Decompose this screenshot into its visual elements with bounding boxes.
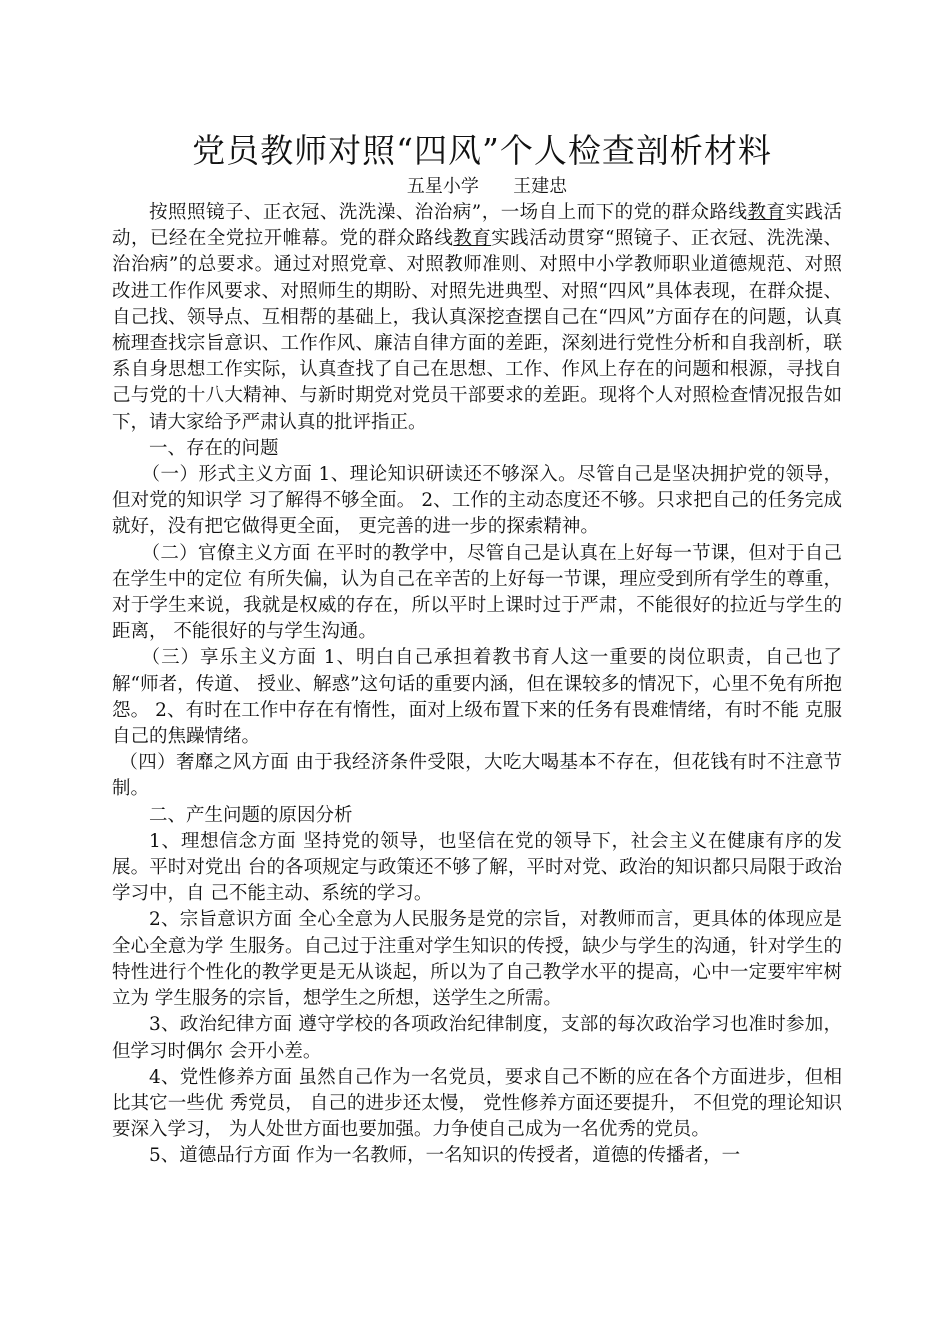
link-education-1[interactable]: 教育 (747, 202, 786, 223)
section-1-bureaucratism: （二）官僚主义方面 在平时的教学中，尽管自己是认真在上好每一节课，但对于自己在学生中的定位 有所失偏，认为自己在辛苦的上好每一节课，理应受到所有学生的尊重，对于学生来说，我就是权威的存在，所以平时上课时过于严肃，不能很好的拉近与学生的距离， 不能很好的与学生沟通。 (112, 542, 842, 643)
link-education-2[interactable]: 教育 (453, 228, 492, 250)
intro-text-2: 实践活动，已经在全党拉开帷幕。党的群众路线 (112, 202, 842, 250)
section-1-extravagance: （四）奢靡之风方面 由于我经济条件受限，大吃大喝基本不存在，但花钱有时不注意节制。 (112, 752, 842, 800)
section-2-heading: 二、产生问题的原因分析 (149, 804, 353, 826)
intro-text-3: 实践活动贯穿“照镜子、正衣冠、洗洗澡、治治病”的总要求。通过对照党章、对照教师准则、对照中小学教师职业道德规范、对照改进工作作风要求、对照师生的期盼、对照先进典型、对照“四风”具体表现，在群众提、自己找、领导点、互相帮的基础上，我认真深挖查摆自己在“四风”方面存在的问题，认真梳理查找宗旨意识、工作作风、廉洁自律方面的差距，深刻进行党性分析和自我剖析，联系自身思想工作实际，认真查找了自己在思想、工作、作风上存在的问题和根源，寻找自己与党的十八大精神、与新时期党对党员干部要求的差距。现将个人对照检查情况报告如下，请大家给予严肃认真的批评指正。 (112, 228, 842, 433)
document-page (112, 128, 842, 1170)
section-2-purpose: 2、宗旨意识方面 全心全意为人民服务是党的宗旨，对教师而言，更具体的体现应是全心全意为学 生服务。自己过于注重对学生知识的传授，缺少与学生的沟通，针对学生的特性进行个性化的教学更是无从谈起，所以为了自己教学水平的提高，心中一定要牢牢树立为 学生服务的宗旨，想学生之所想，送学生之所需。 (112, 909, 842, 1010)
section-1-formalism: （一）形式主义方面 1、理论知识研读还不够深入。尽管自己是坚决拥护党的领导，但对党的知识学 习了解得不够全面。 2、工作的主动态度还不够。只求把自己的任务完成就好，没有把它做得更全面， 更完善的进一步的探索精神。 (112, 464, 842, 538)
author-line: 五星小学 王建忠 (406, 176, 568, 197)
section-1-hedonism: （三）享乐主义方面 1、明白自己承担着教书育人这一重要的岗位职责，自己也了解“师者，传道、 授业、解惑”这句话的重要内涵，但在课较多的情况下，心里不免有所抱怨。 2、有时在工作中存在有惰性，面对上级布置下来的任务有畏难情绪，有时不能 克服自己的焦躁情绪。 (112, 647, 842, 748)
section-2-discipline: 3、政治纪律方面 遵守学校的各项政治纪律制度，支部的每次政治学习也准时参加，但学习时偶尔 会开小差。 (112, 1014, 842, 1062)
intro-text-1: 按照照镜子、正衣冠、洗洗澡、治治病”，一场自上而下的党的群众路线 (149, 202, 748, 223)
section-2-morality: 5、道德品行方面 作为一名教师，一名知识的传授者，道德的传播者，一 (149, 1145, 741, 1167)
section-2-party-spirit: 4、党性修养方面 虽然自己作为一名党员，要求自己不断的应在各个方面进步，但相比其它一些优 秀党员， 自己的进步还太慢， 党性修养方面还要提升， 不但党的理论知识要深入学习， 为人处世方面也要加强。力争使自己成为一名优秀的党员。 (112, 1066, 842, 1141)
document-title: 党员教师对照“四风”个人检查剖析材料 (192, 131, 772, 170)
section-1-heading: 一、存在的问题 (149, 437, 279, 459)
intro-paragraph (112, 200, 842, 436)
section-2-ideals: 1、理想信念方面 坚持党的领导，也坚信在党的领导下，社会主义在健康有序的发展。平时对党出 台的各项规定与政策还不够了解，平时对党、政治的知识都只局限于政治学习中，自 己不能主动、系统的学习。 (112, 830, 842, 905)
